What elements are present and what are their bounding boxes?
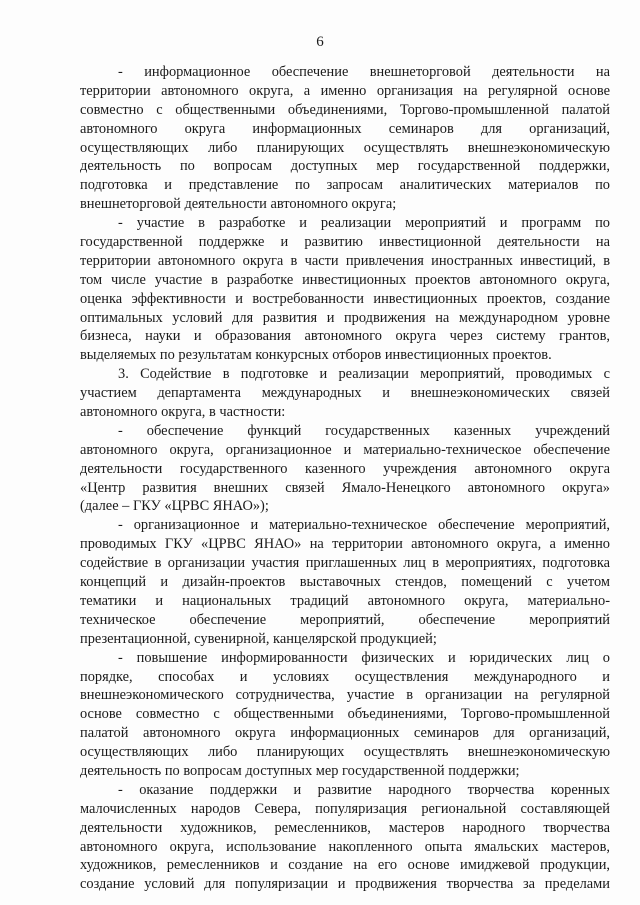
text-line: - информационное обеспечение внешнеторговой деятельности на [118,64,610,80]
text-line: деятельности государственного казенного учреждения автономного округа [80,460,610,477]
text-line: - организационное и материально-техническое обеспечение мероприятий, [118,517,610,534]
text-line: подготовка и представление по запросам аналитических материалов по [80,177,610,194]
text-line: презентационной, сувенирной, канцелярской продукцией; [80,630,437,647]
text-line: художников, ремесленников и создание на его основе имиджевой продукции, [80,857,610,874]
text-line: осуществляющих либо планирующих осуществлять внешнеэкономическую [80,744,610,761]
text-line: территории автономного округа, а именно организация на регулярной основе [80,82,610,99]
text-line: 3. Содействие в подготовке и реализации мероприятий, проводимых с [118,366,610,383]
text-line: - участие в разработке и реализации мероприятий и программ по [118,215,610,232]
body-text [80,63,610,894]
text-line: автономного округа, в частности: [80,404,286,421]
text-line: концепций и дизайн-проектов выставочных стендов, помещений с учетом [80,574,610,591]
text-line: деятельность по вопросам доступных мер государственной поддержки; [80,762,520,779]
text-line: проводимых ГКУ «ЦРВС ЯНАО» на территории автономного округа, а именно [80,536,610,553]
text-line: автономного округа, использование накопленного опыта ямальских мастеров, [80,838,610,855]
text-line: палатой автономного округа информационных семинаров для организаций, [80,725,610,742]
text-line: внешнеэкономического сотрудничества, участие в организации на регулярной [80,687,610,704]
text-line: малочисленных народов Севера, популяризация региональной составляющей [80,800,610,817]
text-line: техническое обеспечение мероприятий, обеспечение мероприятий [80,611,610,628]
text-line: автономного округа информационных семинаров для организаций, [80,120,610,137]
text-line: создание условий для популяризации и продвижения творчества за пределами [80,876,610,893]
text-line: оптимальных условий для развития и продвижения на международном уровне [80,309,610,326]
page-number: 6 [316,34,324,50]
text-line: оценка эффективности и востребованности инвестиционных проектов, создание [80,290,610,307]
text-line: тематики и национальных традиций автономного округа, материально- [80,592,610,609]
text-line: автономного округа, организационное и материально-техническое обеспечение [80,441,610,458]
text-line: - повышение информированности физических и юридических лиц о [118,649,610,666]
text-line: «Центр развития внешних связей Ямало-Ненецкого автономного округа» [80,479,610,496]
text-line: бизнеса, науки и образования автономного округа через систему грантов, [80,328,610,345]
text-line: совместно с общественными объединениями, Торгово-промышленной палатой [80,101,610,118]
text-line: - оказание поддержки и развитие народного творчества коренных [118,781,610,798]
text-line: основе совместно с общественными объединениями, Торгово-промышленной [80,706,610,723]
text-line: содействие в организации участия приглашенных лиц в мероприятиях, подготовка [80,555,610,572]
text-line: - обеспечение функций государственных казенных учреждений [118,422,610,439]
text-line: государственной поддержке и развитию инвестиционной деятельности на [80,234,610,251]
text-line: территории автономного округа в части привлечения иностранных инвестиций, в [80,252,610,269]
text-line: выделяемых по результатам конкурсных отборов инвестиционных проектов. [80,347,552,364]
text-line: деятельность по вопросам доступных мер государственной поддержки, [80,158,610,175]
text-line: порядке, способах и условиях осуществления международного и [80,668,610,685]
text-line: участием департамента международных и внешнеэкономических связей [80,385,610,402]
text-line: (далее – ГКУ «ЦРВС ЯНАО»); [80,498,269,515]
text-line: внешнеторговой деятельности автономного округа; [80,196,397,213]
text-line: деятельности художников, ремесленников, мастеров народного творчества [80,819,610,836]
text-line: том числе участие в разработке инвестиционных проектов автономного округа, [80,271,610,288]
text-line: осуществляющих либо планирующих осуществлять внешнеэкономическую [80,139,610,156]
